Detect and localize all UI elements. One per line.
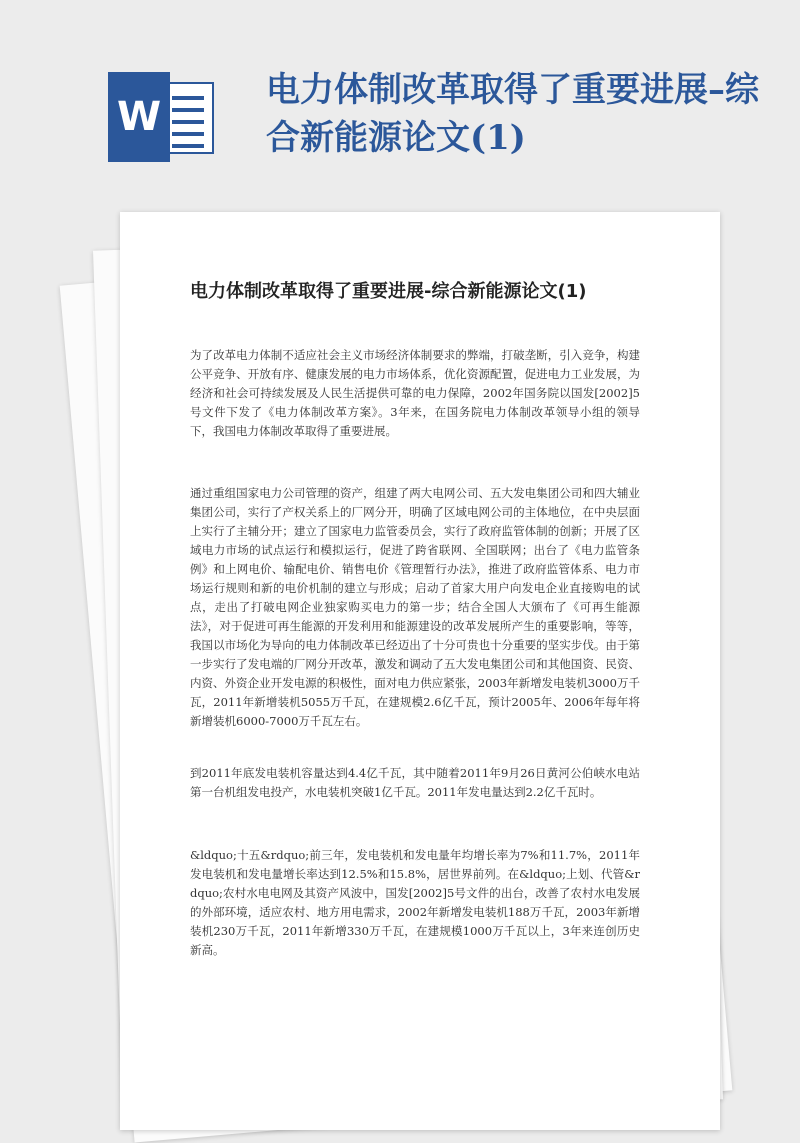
document-page <box>120 212 720 1130</box>
word-logo-letter: W <box>108 72 170 162</box>
paragraph-4: &ldquo;十五&rdquo;前三年，发电装机和发电量年均增长率为7%和11.7%，2011年发电装机和发电量增长率达到12.5%和15.8%，居世界前列。在&ldquo;上划、代管&rdquo;农村水电电网及其资产风波中，国发[2002]5号文件的出台，改善了农村水电发展的外部环境，适应农村、地方用电需求，2002年新增发电装机188万千瓦，2003年新增装机230万千瓦，2011年新增330万千瓦，在建规模1000万千瓦以上，3年来连创历史新高。 <box>190 848 640 957</box>
paragraph-1: 为了改革电力体制不适应社会主义市场经济体制要求的弊端，打破垄断，引入竞争，构建公平竞争、开放有序、健康发展的电力市场体系，优化资源配置，促进电力工业发展，为经济和社会可持续发展及人民生活提供可靠的电力保障，2002年国务院以国发[2002]5号文件下发了《电力体制改革方案》。3年来，在国务院电力体制改革领导小组的领导下，我国电力体制改革取得了重要进展。 <box>190 348 640 438</box>
paragraph-2: 通过重组国家电力公司管理的资产，组建了两大电网公司、五大发电集团公司和四大辅业集团公司，实行了产权关系上的厂网分开，明确了区域电网公司的主体地位，在中央层面上实行了主辅分开；建立了国家电力监管委员会，实行了政府监管体制的创新；开展了区域电力市场的试点运行和模拟运行，促进了跨省联网、全国联网；出台了《电力监管条例》和上网电价、输配电价、销售电价《管理暂行办法》，推进了政府监管体系、电力市场运行规则和新的电价机制的建立与形成；启动了首家大用户向发电企业直接购电的试点，走出了打破电网企业独家购买电力的第一步；结合全国人大颁布了《可再生能源法》，对于促进可再生能源的开发利用和能源建设的改革发展所产生的重要影响，等等，我国以市场化为导向的电力体制改革已经迈出了十分可贵也十分重要的坚实步伐。由于第一步实行了发电端的厂网分开改革，激发和调动了五大发电集团公司和其他国资、民资、内资、外资企业开发电源的积极性，面对电力供应紧张，2003年新增发电装机3000万千瓦，2011年新增装机5055万千瓦，在建规模2.6亿千瓦，预计2005年、2006年每年将新增装机6000-7000万千瓦左右。 <box>190 486 640 728</box>
paragraph-3: 到2011年底发电装机容量达到4.4亿千瓦，其中随着2011年9月26日黄河公伯峡水电站第一台机组发电投产，水电装机突破1亿千瓦。2011年发电量达到2.2亿千瓦时。 <box>190 766 640 799</box>
document-title: 电力体制改革取得了重要进展-综合新能源论文(1) <box>190 281 587 302</box>
word-logo-icon <box>108 72 218 162</box>
banner-title: 电力体制改革取得了重要进展–综合新能源论文(1) <box>266 70 759 158</box>
